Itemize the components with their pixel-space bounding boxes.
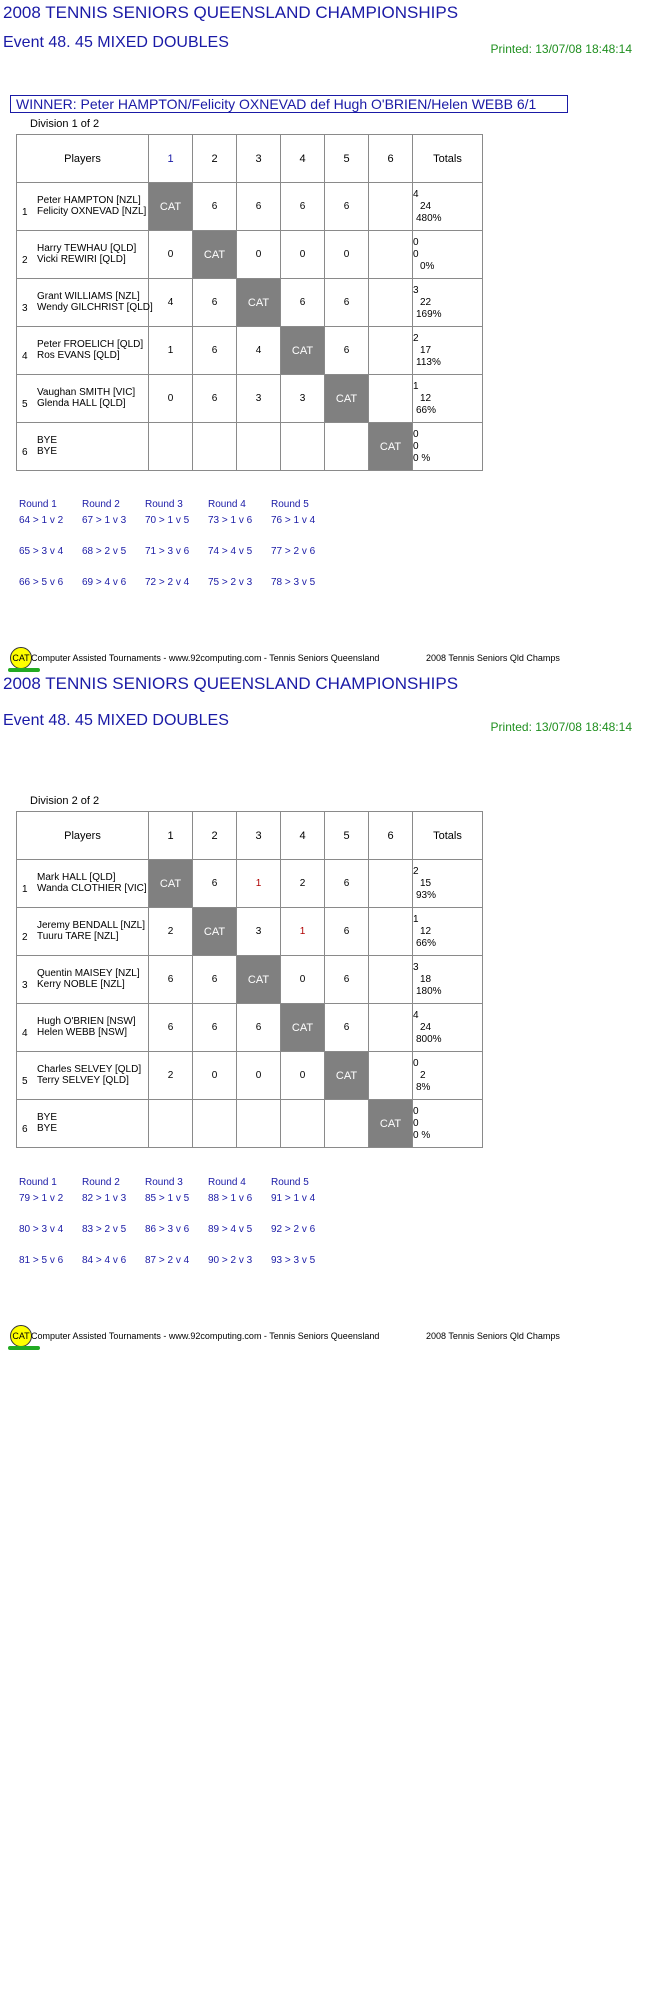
score-cell: 6: [325, 908, 369, 956]
partner-name: Helen WEBB [NSW]: [37, 1027, 128, 1038]
totals-cell: [413, 183, 483, 231]
partner-name: Wendy GILCHRIST [QLD]: [37, 302, 153, 313]
score-cell: [369, 183, 413, 231]
score-cell: [281, 423, 325, 471]
total-games: 18: [420, 973, 432, 985]
score-cell: 6: [193, 956, 237, 1004]
total-percent: 0 %: [413, 452, 431, 464]
printed-timestamp: Printed: 13/07/08 18:48:14: [490, 42, 632, 56]
partner-name: Terry SELVEY [QLD]: [37, 1075, 129, 1086]
totals-cell: [413, 279, 483, 327]
total-wins: 0: [413, 1105, 419, 1117]
score-cell: [369, 279, 413, 327]
match-entry: 70 > 1 v 5: [145, 515, 190, 526]
match-entry: 80 > 3 v 4: [19, 1224, 64, 1235]
swoosh-icon: [8, 1346, 40, 1350]
row-index: 4: [22, 1028, 28, 1039]
printed-timestamp: Printed: 13/07/08 18:48:14: [490, 720, 632, 734]
score-cell: 6: [281, 183, 325, 231]
partner-name: Ros EVANS [QLD]: [37, 350, 120, 361]
score-cell: [281, 1100, 325, 1148]
score-cell: 6: [193, 375, 237, 423]
table-row: [17, 375, 483, 423]
partner-name: Kerry NOBLE [NZL]: [37, 979, 125, 990]
score-cell: 6: [325, 956, 369, 1004]
footer-text: Computer Assisted Tournaments - www.92computing.com - Tennis Seniors Queensland: [31, 1331, 380, 1341]
swoosh-icon: [8, 668, 40, 672]
total-wins: 4: [413, 188, 419, 200]
score-cell: 4: [149, 279, 193, 327]
table-row: [17, 183, 483, 231]
row-index: 1: [22, 207, 28, 218]
total-percent: 113%: [416, 356, 441, 368]
cat-cell: CAT: [281, 1004, 325, 1052]
score-cell: 0: [281, 231, 325, 279]
total-percent: 93%: [416, 889, 437, 901]
total-games: 15: [420, 877, 432, 889]
score-cell: 0: [325, 231, 369, 279]
match-entry: 81 > 5 v 6: [19, 1255, 64, 1266]
round-header: Round 5: [271, 1177, 309, 1188]
score-cell: 6: [325, 183, 369, 231]
cat-cell: CAT: [325, 375, 369, 423]
total-percent: 8%: [416, 1081, 431, 1093]
footer-event-name: 2008 Tennis Seniors Qld Champs: [426, 1331, 560, 1341]
match-entry: 74 > 4 v 5: [208, 546, 253, 557]
table-row: [17, 231, 483, 279]
total-wins: 0: [413, 236, 419, 248]
cat-cell: CAT: [193, 908, 237, 956]
partner-name: BYE: [37, 446, 58, 457]
score-cell: 6: [193, 860, 237, 908]
player-cell: [17, 1100, 149, 1148]
row-index: 4: [22, 351, 28, 362]
player-cell: [17, 1052, 149, 1100]
total-games: 24: [420, 200, 432, 212]
score-cell: 6: [237, 183, 281, 231]
col-header: 1: [149, 812, 193, 860]
score-cell: 6: [149, 956, 193, 1004]
col-header: 5: [325, 812, 369, 860]
score-cell: [369, 908, 413, 956]
player-name: Harry TEWHAU [QLD]: [37, 243, 137, 254]
round-header: Round 2: [82, 1177, 120, 1188]
col-header: 3: [237, 135, 281, 183]
total-games: 0: [413, 440, 419, 452]
score-cell: [193, 1100, 237, 1148]
totals-cell: [413, 327, 483, 375]
player-cell: [17, 183, 149, 231]
total-wins: 3: [413, 284, 419, 296]
division-label: Division 1 of 2: [30, 118, 100, 130]
player-name: Quentin MAISEY [NZL]: [37, 968, 140, 979]
totals-cell: [413, 1100, 483, 1148]
score-cell: [149, 1100, 193, 1148]
score-cell: 2: [281, 860, 325, 908]
score-cell: 6: [237, 1004, 281, 1052]
total-games: 0: [413, 248, 419, 260]
player-name: Charles SELVEY [QLD]: [37, 1064, 142, 1075]
col-header: 2: [193, 135, 237, 183]
score-cell: [369, 375, 413, 423]
player-name: Mark HALL [QLD]: [37, 872, 116, 883]
score-cell: [237, 1100, 281, 1148]
score-cell: [369, 231, 413, 279]
score-cell: 6: [325, 279, 369, 327]
match-entry: 79 > 1 v 2: [19, 1193, 64, 1204]
player-name: Jeremy BENDALL [NZL]: [37, 920, 145, 931]
score-cell: 0: [237, 1052, 281, 1100]
total-games: 12: [420, 925, 432, 937]
match-entry: 73 > 1 v 6: [208, 515, 253, 526]
score-cell: 1: [281, 908, 325, 956]
match-entry: 78 > 3 v 5: [271, 577, 316, 588]
totals-header: Totals: [413, 135, 483, 183]
partner-name: Glenda HALL [QLD]: [37, 398, 126, 409]
match-entry: 89 > 4 v 5: [208, 1224, 253, 1235]
grid-header-row: [17, 135, 483, 183]
partner-name: BYE: [37, 1123, 58, 1134]
match-entry: 83 > 2 v 5: [82, 1224, 127, 1235]
col-header: 4: [281, 812, 325, 860]
round-robin-grid: [16, 811, 483, 1148]
score-cell: 0: [149, 375, 193, 423]
total-games: 24: [420, 1021, 432, 1033]
footer-text: Computer Assisted Tournaments - www.92computing.com - Tennis Seniors Queensland: [31, 653, 380, 663]
total-wins: 1: [413, 913, 419, 925]
total-games: 2: [420, 1069, 426, 1081]
row-index: 5: [22, 1076, 28, 1087]
cat-cell: CAT: [325, 1052, 369, 1100]
col-header: 4: [281, 135, 325, 183]
partner-name: Wanda CLOTHIER [VIC]: [37, 883, 147, 894]
cat-cell: CAT: [369, 1100, 413, 1148]
match-entry: 82 > 1 v 3: [82, 1193, 127, 1204]
player-cell: [17, 860, 149, 908]
round-header: Round 1: [19, 1177, 57, 1188]
footer-event-name: 2008 Tennis Seniors Qld Champs: [426, 653, 560, 663]
match-entry: 72 > 2 v 4: [145, 577, 190, 588]
player-name: Vaughan SMITH [VIC]: [37, 387, 136, 398]
player-cell: [17, 279, 153, 327]
partner-name: Vicki REWIRI [QLD]: [37, 254, 126, 265]
score-cell: [149, 423, 193, 471]
totals-cell: [413, 956, 483, 1004]
match-entry: 65 > 3 v 4: [19, 546, 64, 557]
round-header: Round 5: [271, 499, 309, 510]
totals-cell: [413, 1052, 483, 1100]
match-entry: 91 > 1 v 4: [271, 1193, 316, 1204]
score-cell: [369, 860, 413, 908]
score-cell: 3: [281, 375, 325, 423]
score-cell: [325, 423, 369, 471]
col-header: 1: [149, 135, 193, 183]
score-cell: [193, 423, 237, 471]
table-row: [17, 1052, 483, 1100]
score-cell: 6: [193, 279, 237, 327]
cat-cell: CAT: [369, 423, 413, 471]
score-cell: 0: [193, 1052, 237, 1100]
row-index: 2: [22, 932, 28, 943]
score-cell: 6: [193, 327, 237, 375]
match-entry: 66 > 5 v 6: [19, 577, 64, 588]
match-entry: 84 > 4 v 6: [82, 1255, 127, 1266]
total-games: 17: [420, 344, 432, 356]
match-entry: 92 > 2 v 6: [271, 1224, 316, 1235]
total-percent: 0%: [420, 260, 435, 272]
player-cell: [17, 375, 149, 423]
match-entry: 77 > 2 v 6: [271, 546, 316, 557]
table-row: [17, 1004, 483, 1052]
match-entry: 90 > 2 v 3: [208, 1255, 253, 1266]
score-cell: 6: [325, 860, 369, 908]
table-row: [17, 860, 483, 908]
round-header: Round 4: [208, 499, 246, 510]
player-cell: [17, 327, 149, 375]
cat-cell: CAT: [281, 327, 325, 375]
match-entry: 87 > 2 v 4: [145, 1255, 190, 1266]
total-games: 22: [420, 296, 432, 308]
score-cell: 0: [281, 956, 325, 1004]
row-index: 3: [22, 980, 28, 991]
total-percent: 480%: [416, 212, 442, 224]
total-percent: 800%: [416, 1033, 442, 1045]
table-row: [17, 327, 483, 375]
player-cell: [17, 908, 149, 956]
total-wins: 0: [413, 1057, 419, 1069]
totals-header: Totals: [413, 812, 483, 860]
total-wins: 2: [413, 332, 419, 344]
total-percent: 0 %: [413, 1129, 431, 1141]
player-name: Hugh O'BRIEN [NSW]: [37, 1016, 136, 1027]
player-name: Peter FROELICH [QLD]: [37, 339, 144, 350]
total-wins: 2: [413, 865, 419, 877]
page-title: 2008 TENNIS SENIORS QUEENSLAND CHAMPIONSHIPS: [3, 674, 459, 693]
match-entry: 85 > 1 v 5: [145, 1193, 190, 1204]
players-header: Players: [17, 812, 149, 860]
col-header: 5: [325, 135, 369, 183]
col-header: 6: [369, 812, 413, 860]
cat-logo-icon: CAT: [10, 1325, 32, 1347]
score-cell: [369, 956, 413, 1004]
round-header: Round 1: [19, 499, 57, 510]
score-cell: 0: [149, 231, 193, 279]
score-cell: 6: [325, 1004, 369, 1052]
player-name: Peter HAMPTON [NZL]: [37, 195, 141, 206]
cat-cell: CAT: [149, 860, 193, 908]
totals-cell: [413, 231, 483, 279]
totals-cell: [413, 908, 483, 956]
col-header: 6: [369, 135, 413, 183]
score-cell: 6: [193, 1004, 237, 1052]
page-title: 2008 TENNIS SENIORS QUEENSLAND CHAMPIONSHIPS: [3, 3, 459, 22]
score-cell: 6: [149, 1004, 193, 1052]
players-header: Players: [17, 135, 149, 183]
total-percent: 66%: [416, 404, 437, 416]
table-row: [17, 423, 483, 471]
match-entry: 68 > 2 v 5: [82, 546, 127, 557]
col-header: 3: [237, 812, 281, 860]
score-cell: 2: [149, 908, 193, 956]
player-name: Grant WILLIAMS [NZL]: [37, 291, 140, 302]
total-percent: 169%: [416, 308, 442, 320]
cat-cell: CAT: [193, 231, 237, 279]
score-cell: 4: [237, 327, 281, 375]
round-header: Round 3: [145, 1177, 183, 1188]
player-name: BYE: [37, 1112, 58, 1123]
match-entry: 76 > 1 v 4: [271, 515, 316, 526]
score-cell: 6: [281, 279, 325, 327]
score-cell: 6: [325, 327, 369, 375]
table-row: [17, 279, 483, 327]
score-cell: [237, 423, 281, 471]
match-entry: 69 > 4 v 6: [82, 577, 127, 588]
cat-cell: CAT: [237, 279, 281, 327]
row-index: 6: [22, 1124, 28, 1135]
player-name: BYE: [37, 435, 58, 446]
winner-banner: WINNER: Peter HAMPTON/Felicity OXNEVAD def Hugh O'BRIEN/Helen WEBB 6/1: [10, 95, 568, 113]
score-cell: 3: [237, 375, 281, 423]
score-cell: [369, 1004, 413, 1052]
player-cell: [17, 231, 149, 279]
row-index: 6: [22, 447, 28, 458]
event-title: Event 48. 45 MIXED DOUBLES: [3, 34, 229, 51]
partner-name: Felicity OXNEVAD [NZL]: [37, 206, 147, 217]
total-wins: 3: [413, 961, 419, 973]
score-cell: 0: [281, 1052, 325, 1100]
round-header: Round 2: [82, 499, 120, 510]
total-wins: 0: [413, 428, 419, 440]
cat-logo-icon: CAT: [10, 647, 32, 669]
grid-header-row: [17, 812, 483, 860]
row-index: 1: [22, 884, 28, 895]
cat-cell: CAT: [237, 956, 281, 1004]
round-header: Round 4: [208, 1177, 246, 1188]
score-cell: 3: [237, 908, 281, 956]
page-footer: [8, 1325, 608, 1351]
score-cell: 2: [149, 1052, 193, 1100]
total-percent: 66%: [416, 937, 437, 949]
match-entry: 75 > 2 v 3: [208, 577, 253, 588]
total-games: 0: [413, 1117, 419, 1129]
score-cell: 1: [149, 327, 193, 375]
player-cell: [17, 1004, 149, 1052]
player-cell: [17, 956, 149, 1004]
total-wins: 4: [413, 1009, 419, 1021]
totals-cell: [413, 1004, 483, 1052]
totals-cell: [413, 375, 483, 423]
match-entry: 86 > 3 v 6: [145, 1224, 190, 1235]
partner-name: Tuuru TARE [NZL]: [37, 931, 119, 942]
score-cell: [369, 327, 413, 375]
col-header: 2: [193, 812, 237, 860]
cat-cell: CAT: [149, 183, 193, 231]
total-wins: 1: [413, 380, 419, 392]
score-cell: [369, 1052, 413, 1100]
round-robin-grid: [16, 134, 483, 471]
total-games: 12: [420, 392, 432, 404]
totals-cell: [413, 860, 483, 908]
table-row: [17, 956, 483, 1004]
match-entry: 67 > 1 v 3: [82, 515, 127, 526]
row-index: 3: [22, 303, 28, 314]
row-index: 2: [22, 255, 28, 266]
table-row: [17, 1100, 483, 1148]
player-cell: [17, 423, 149, 471]
match-entry: 88 > 1 v 6: [208, 1193, 253, 1204]
division-label: Division 2 of 2: [30, 795, 100, 807]
score-cell: 6: [193, 183, 237, 231]
match-entry: 93 > 3 v 5: [271, 1255, 316, 1266]
score-cell: 0: [237, 231, 281, 279]
table-row: [17, 908, 483, 956]
match-entry: 71 > 3 v 6: [145, 546, 190, 557]
page-footer: [8, 647, 608, 673]
match-entry: 64 > 1 v 2: [19, 515, 64, 526]
round-header: Round 3: [145, 499, 183, 510]
score-cell: 1: [237, 860, 281, 908]
score-cell: [325, 1100, 369, 1148]
row-index: 5: [22, 399, 28, 410]
total-percent: 180%: [416, 985, 442, 997]
event-title: Event 48. 45 MIXED DOUBLES: [3, 712, 229, 729]
totals-cell: [413, 423, 483, 471]
